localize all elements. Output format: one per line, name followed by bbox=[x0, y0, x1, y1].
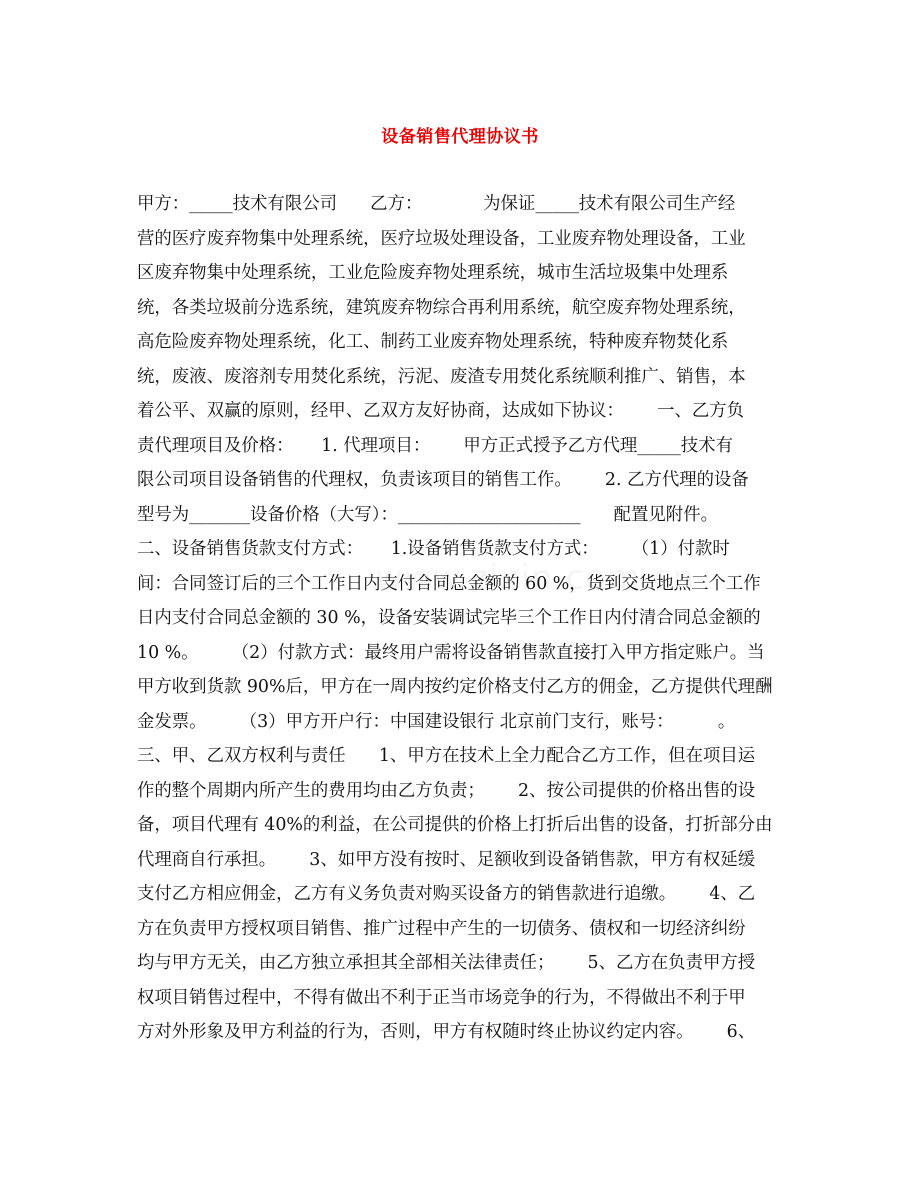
body-line: 金发票。 （3）甲方开户行：中国建设银行 北京前门支行，账号： 。 bbox=[137, 711, 736, 732]
body-line: 间：合同签订后的三个工作日内支付合同总金额的 60 %，货到交货地点三个工作 bbox=[137, 573, 761, 594]
body-line: 统，废液、废溶剂专用焚化系统，污泥、废渣专用焚化系统顺利推广、销售，本 bbox=[137, 366, 746, 387]
body-line: 着公平、双赢的原则，经甲、乙双方友好协商，达成如下协议： 一、乙方负 bbox=[137, 401, 745, 421]
body-line: 权项目销售过程中，不得有做出不利于正当市场竞争的行为，不得做出不利于甲 bbox=[137, 987, 746, 1008]
body-line: 二、设备销售货款支付方式： 1.设备销售货款支付方式： （1）付款时 bbox=[137, 539, 730, 559]
body-line: 甲方收到货款 90%后，甲方在一周内按约定价格支付乙方的佣金，乙方提供代理酬 bbox=[137, 677, 773, 697]
body-line: 10 %。 （2）付款方式：最终用户需将设备销售款直接打入甲方指定账户。当 bbox=[137, 642, 765, 663]
body-line: 均与甲方无关，由乙方独立承担其全部相关法律责任； 5、乙方在负责甲方授 bbox=[137, 953, 756, 973]
body-line: 甲方：_____技术有限公司 乙方： 为保证_____技术有限公司生产经 bbox=[137, 194, 736, 214]
body-line: 责代理项目及价格： 1. 代理项目： 甲方正式授予乙方代理_____技术有 bbox=[137, 435, 733, 456]
body-line: 高危险废弃物处理系统，化工、制药工业废弃物处理系统，特种废弃物焚化系 bbox=[137, 332, 729, 352]
document-title: 设备销售代理协议书 bbox=[381, 127, 539, 147]
body-line: 统，各类垃圾前分选系统，建筑废弃物综合再利用系统，航空废弃物处理系统， bbox=[137, 297, 746, 318]
document-body bbox=[137, 187, 787, 1050]
body-line: 型号为_______设备价格（大写）：_____________________ 配置见附件。 bbox=[137, 504, 718, 525]
body-line: 限公司项目设备销售的代理权，负责该项目的销售工作。 2. 乙方代理的设备 bbox=[137, 470, 749, 490]
body-line: 作的整个周期内所产生的费用均由乙方负责； 2、按公司提供的价格出售的设 bbox=[137, 780, 756, 801]
body-line: 区废弃物集中处理系统，工业危险废弃物处理系统，城市生活垃圾集中处理系 bbox=[137, 263, 729, 283]
body-line: 代理商自行承担。 3、如甲方没有按时、足额收到设备销售款，甲方有权延缓 bbox=[137, 849, 756, 870]
body-line: 方在负责甲方授权项目销售、推广过程中产生的一切债务、债权和一切经济纠纷 bbox=[137, 918, 746, 939]
body-line: 日内支付合同总金额的 30 %，设备安装调试完毕三个工作日内付清合同总金额的 bbox=[137, 608, 761, 628]
body-line: 三、甲、乙双方权利与责任 1、甲方在技术上全力配合乙方工作，但在项目运 bbox=[137, 746, 756, 766]
body-line: 营的医疗废弃物集中处理系统，医疗垃圾处理设备，工业废弃物处理设备，工业 bbox=[137, 228, 746, 249]
body-line: 方对外形象及甲方利益的行为，否则，甲方有权随时终止协议约定内容。 6、 bbox=[137, 1022, 756, 1042]
body-line: 支付乙方相应佣金，乙方有义务负责对购买设备方的销售款进行追缴。 4、乙 bbox=[137, 884, 756, 904]
body-line: 备，项目代理有 40%的利益，在公司提供的价格上打折后出售的设备，打折部分由 bbox=[137, 815, 773, 835]
